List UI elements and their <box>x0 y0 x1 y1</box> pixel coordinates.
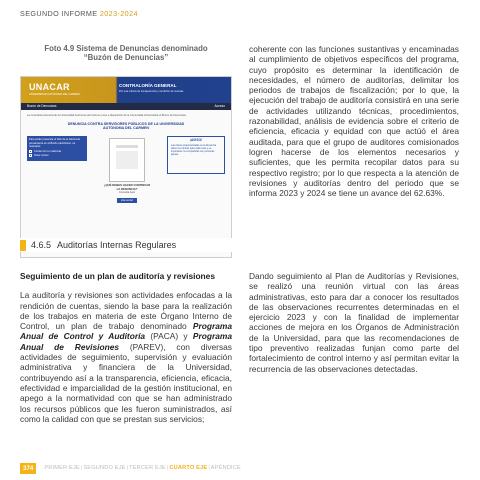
paragraph-text: (PACA) y <box>145 331 193 342</box>
section-heading <box>20 238 232 252</box>
requirement-label: Contar con tu matrícula <box>34 149 61 153</box>
requirement-item <box>29 154 85 157</box>
portal-heading <box>27 122 225 131</box>
checkbox-icon <box>29 150 32 153</box>
paragraph-text: (PAREV), con diversas actividades de seguimiento, supervisión y evaluación administrativa y financiera de la Universidad, contribuyendo así a la transparencia, eficiencia, eficacia, efectividad e imparcialidad de la gestión institucional, en apego a la normatividad con que se han administrado los recursos públicos que les fueron suministrados, así como la calidad con que se prestan sus servicios; <box>20 341 232 424</box>
consult-link: Consulta Aquí <box>118 191 136 195</box>
header-year: 2023-2024 <box>99 9 138 18</box>
contraloria-title: CONTRALORÍA GENERAL <box>119 83 177 88</box>
section-number: 4.6.5 <box>31 240 52 250</box>
subsection-heading: Seguimiento de un plan de auditoría y revisiones <box>20 271 215 281</box>
portal-intro: La Contraloría General de la Universidad Autónoma del Carmen pone a disposición de la Comunidad Universitaria el Buzón de Denuncias. <box>27 114 187 117</box>
page-footer <box>20 462 241 474</box>
requirement-label: Tener correo <box>34 154 49 158</box>
checkbox-icon <box>29 154 32 157</box>
paca-term: Programa Anual de Control y Auditoría <box>20 321 232 342</box>
footer-tab-primer-eje[interactable]: PRIMER EJE <box>44 465 80 471</box>
footer-tab-apendice[interactable]: APÉNDICE <box>210 465 241 471</box>
complaints-portal-screenshot <box>20 76 232 258</box>
figure-title-line1: Foto 4.9 Sistema de Denuncias denominado <box>44 44 208 53</box>
page-number: 374 <box>20 463 36 474</box>
requirements-box <box>27 136 87 161</box>
portal-banner <box>21 77 231 103</box>
paragraph-text: La auditoría y revisiones son actividades enfocadas a la rendición de cuentas, siendo la base para la realización de los trabajos en materia de este Órgano Interno de Control, un plan de trabajo denominado <box>20 290 232 332</box>
follow-up-paragraph: Dando seguimiento al Plan de Auditorías y Revisiones, se realizó una reunión virtual con las áreas administrativas, esto para dar a conocer los resultados de las observaciones recurrentes determinadas en el ejercicio 2023 y con la finalidad de implementar acciones de mejora en los Órganos de Administración de la Universidad, para que las recomendaciones de tipo preventivo realizadas funjan como parte del fortalecimiento de control interno y así permitan evitar la recurrencia de las observaciones detectadas. <box>249 271 459 374</box>
section-accent-bar <box>20 240 26 251</box>
contraloria-subtitle: Por una cultura de transparencia y rendición de cuentas <box>119 90 184 93</box>
device-illustration-icon <box>109 138 145 182</box>
figure-caption <box>20 44 232 62</box>
footer-separator: | <box>126 465 129 471</box>
audit-plan-paragraph <box>20 290 232 424</box>
continue-question: ¿QUÉ DEBES HACER CONTINUAR LA DENUNCIA? <box>103 183 151 191</box>
unacar-logo: UNACAR <box>29 82 70 92</box>
right-column-bottom <box>249 271 459 374</box>
footer-tab-segundo-eje[interactable]: SEGUNDO EJE <box>83 465 126 471</box>
requirements-text: Para poder presentar el folio de tu Denuncia previamente en el Buzón electrónico, es necesario: <box>29 138 80 149</box>
parev-term: Programa Anual de Revisiones <box>20 331 233 352</box>
running-header <box>20 9 138 18</box>
footer-tab-cuarto-eje[interactable]: CUARTO EJE <box>169 465 208 471</box>
continue-panel <box>102 136 152 203</box>
section-label: Auditorías Internas Regulares <box>57 240 177 250</box>
denunciar-button: ¡Denunciar! <box>117 198 137 204</box>
unacar-logo-subtitle: UNIVERSIDAD AUTÓNOMA DEL CARMEN <box>29 93 80 96</box>
audit-program-paragraph: coherente con las funciones sustantivas y encaminadas al cumplimiento de objetivos específicos del programa, cuyo propósito es determinar la identificación de necesidades, el número de auditorías, delimitar los periodos de trabajos de fiscalización; por lo que, la ejecución del trabajo de auditoría consistirá en una serie de actividades utilizando técnicas, procedimientos, razonabilidad, análisis de evidencia sobre el criterio de eficiencia, eficacia y equidad con que actúó el área auditada, para que el grupo de auditores comisionados logren hacerse de los elementos necesarios y suficientes, que les permita recopilar datos para su respectivo registro; por lo que respecta a la atención de revisiones y auditorías dentro del periodo que se informa 2023 y 2024 se tiene un avance del 62.63%. <box>249 44 459 199</box>
nav-complaints-link: Buzón de Denuncias <box>27 104 57 108</box>
footer-separator: | <box>166 465 169 471</box>
warning-title: ¡AVISO! <box>189 138 203 143</box>
portal-heading-line1: DENUNCIA CONTRA SERVIDORES PÚBLICOS DE LA UNIVERSIDAD <box>67 121 185 126</box>
portal-navbar <box>21 103 231 110</box>
figure-title-line2: “Buzón de Denuncias” <box>83 53 169 62</box>
nav-access-link: Acceso <box>214 104 225 108</box>
header-section: SEGUNDO INFORME <box>20 9 98 18</box>
requirement-item <box>29 150 85 153</box>
warning-box <box>167 136 225 174</box>
right-column-top <box>249 44 459 198</box>
footer-tab-tercer-eje[interactable]: TERCER EJE <box>129 465 166 471</box>
portal-heading-line2: AUTÓNOMA DEL CARMEN <box>103 126 149 130</box>
footer-separator: | <box>208 465 210 471</box>
left-column-bottom <box>20 271 232 424</box>
footer-separator: | <box>80 465 83 471</box>
warning-text: Las claves proporcionadas en la Denuncia deben ser únicas para cada caso y es importante no compartirlas con personas ajenas. <box>171 143 217 157</box>
portal-body <box>21 110 231 207</box>
portal-columns <box>27 136 225 203</box>
